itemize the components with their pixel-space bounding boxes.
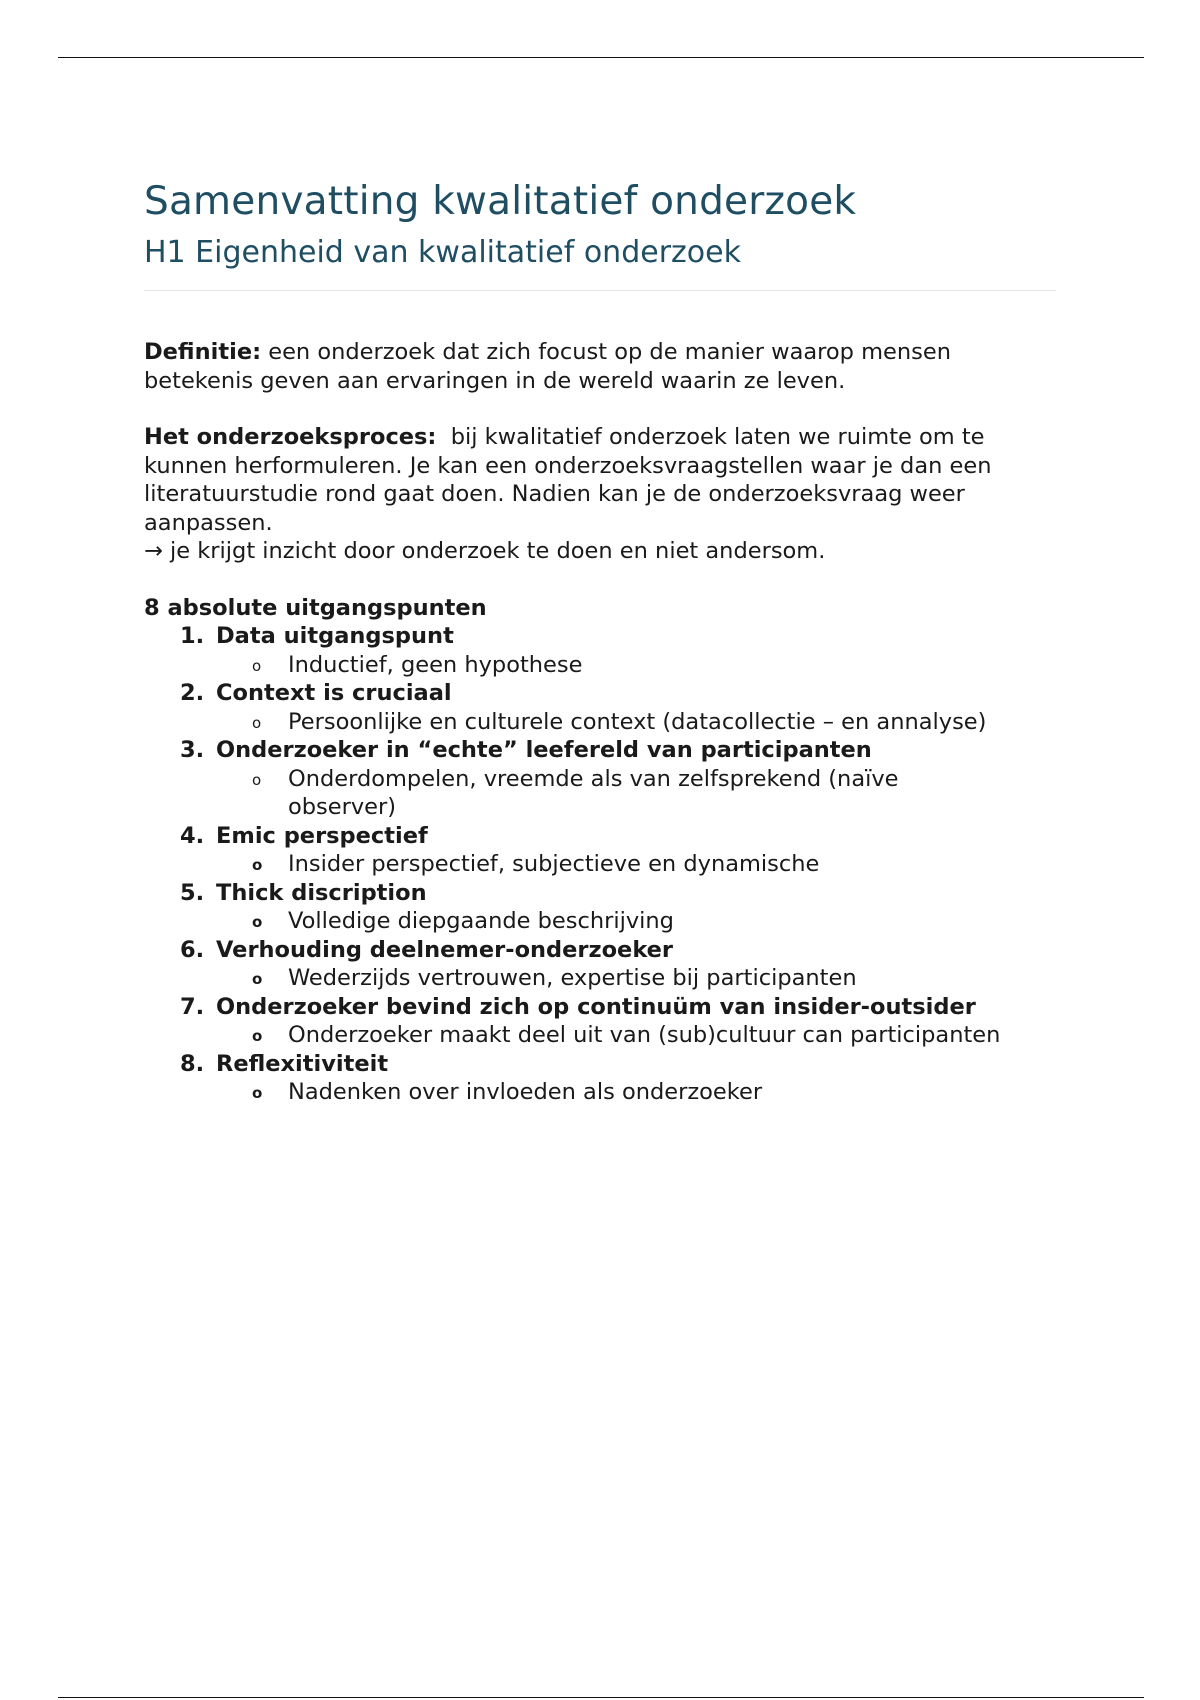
list-item (144, 879, 1060, 936)
principle-detail: o Nadenken over invloeden als onderzoeker (144, 1078, 1060, 1107)
circle-bullet-icon: o (252, 1084, 263, 1102)
principle-number: 8. (180, 1050, 205, 1077)
list-item (144, 679, 1060, 736)
principle-number: 5. (180, 879, 205, 906)
principle-number: 7. (180, 993, 205, 1020)
process-conclusion: → je krijgt inzicht door onderzoek te doen en niet andersom. (144, 538, 826, 564)
principle-detail: o Volledige diepgaande beschrijving (144, 907, 1060, 936)
list-item (144, 993, 1060, 1050)
principle-heading: 8. Reflexitiviteit (180, 1050, 389, 1077)
page-top-rule (58, 57, 1144, 58)
definition-text: een onderzoek dat zich focust op de manier waarop mensen betekenis geven aan ervaringen in de wereld waarin ze leven. (144, 339, 951, 394)
heading-divider (144, 290, 1056, 291)
principle-heading: 4. Emic perspectief (180, 822, 428, 849)
principle-heading: 5. Thick discription (180, 879, 427, 906)
circle-bullet-icon: o (252, 770, 262, 789)
list-item (144, 736, 1060, 822)
circle-bullet-icon: o (252, 913, 263, 931)
document-title: Samenvatting kwalitatief onderzoek (144, 179, 857, 224)
principle-number: 6. (180, 936, 205, 963)
list-item (144, 936, 1060, 993)
circle-bullet-icon: o (252, 970, 263, 988)
principle-detail: o Inductief, geen hypothese (144, 651, 1060, 680)
principle-number: 1. (180, 623, 205, 649)
list-item (144, 622, 1060, 679)
principle-detail: o Wederzijds vertrouwen, expertise bij participanten (144, 964, 1060, 993)
principle-heading: 1. Data uitgangspunt (180, 623, 454, 649)
principle-number: 2. (180, 680, 205, 706)
circle-bullet-icon: o (252, 1027, 263, 1045)
list-item (144, 1050, 1060, 1107)
principle-heading: 2. Context is cruciaal (180, 680, 452, 706)
document-body (144, 176, 1060, 1107)
definition-paragraph (144, 338, 1060, 395)
list-item (144, 822, 1060, 879)
principle-number: 4. (180, 822, 205, 849)
chapter-heading: H1 Eigenheid van kwalitatief onderzoek (144, 235, 741, 270)
principle-heading: 7. Onderzoeker bevind zich op continuüm van insider-outsider (180, 993, 976, 1020)
principle-detail: o Persoonlijke en culturele context (datacollectie – en annalyse) (144, 708, 1060, 737)
page-bottom-rule (58, 1697, 1144, 1698)
principle-heading: 6. Verhouding deelnemer-onderzoeker (180, 936, 674, 963)
principles-title: 8 absolute uitgangspunten (144, 594, 487, 621)
principle-heading: 3. Onderzoeker in “echte” leefereld van participanten (180, 737, 872, 763)
definition-label: Definitie: (144, 339, 262, 365)
process-text: bij kwalitatief onderzoek laten we ruimte om te kunnen herformuleren. Je kan een onderzoeksvraagstellen waar je dan een literatuurstudie rond gaat doen. Nadien kan je de onderzoeksvraag weer aanpassen. (144, 424, 999, 536)
principle-detail: o Insider perspectief, subjectieve en dynamische (144, 850, 1060, 879)
principles-list (144, 622, 1060, 1107)
process-paragraph (144, 423, 1060, 537)
process-label: Het onderzoeksproces: (144, 424, 437, 450)
circle-bullet-icon: o (252, 656, 262, 675)
principle-number: 3. (180, 737, 205, 763)
circle-bullet-icon: o (252, 856, 263, 874)
principle-detail: o Onderzoeker maakt deel uit van (sub)cultuur can participanten (144, 1021, 1060, 1050)
principle-detail: o Onderdompelen, vreemde als van zelfsprekend (naïve observer) (252, 765, 899, 820)
circle-bullet-icon: o (252, 713, 262, 732)
